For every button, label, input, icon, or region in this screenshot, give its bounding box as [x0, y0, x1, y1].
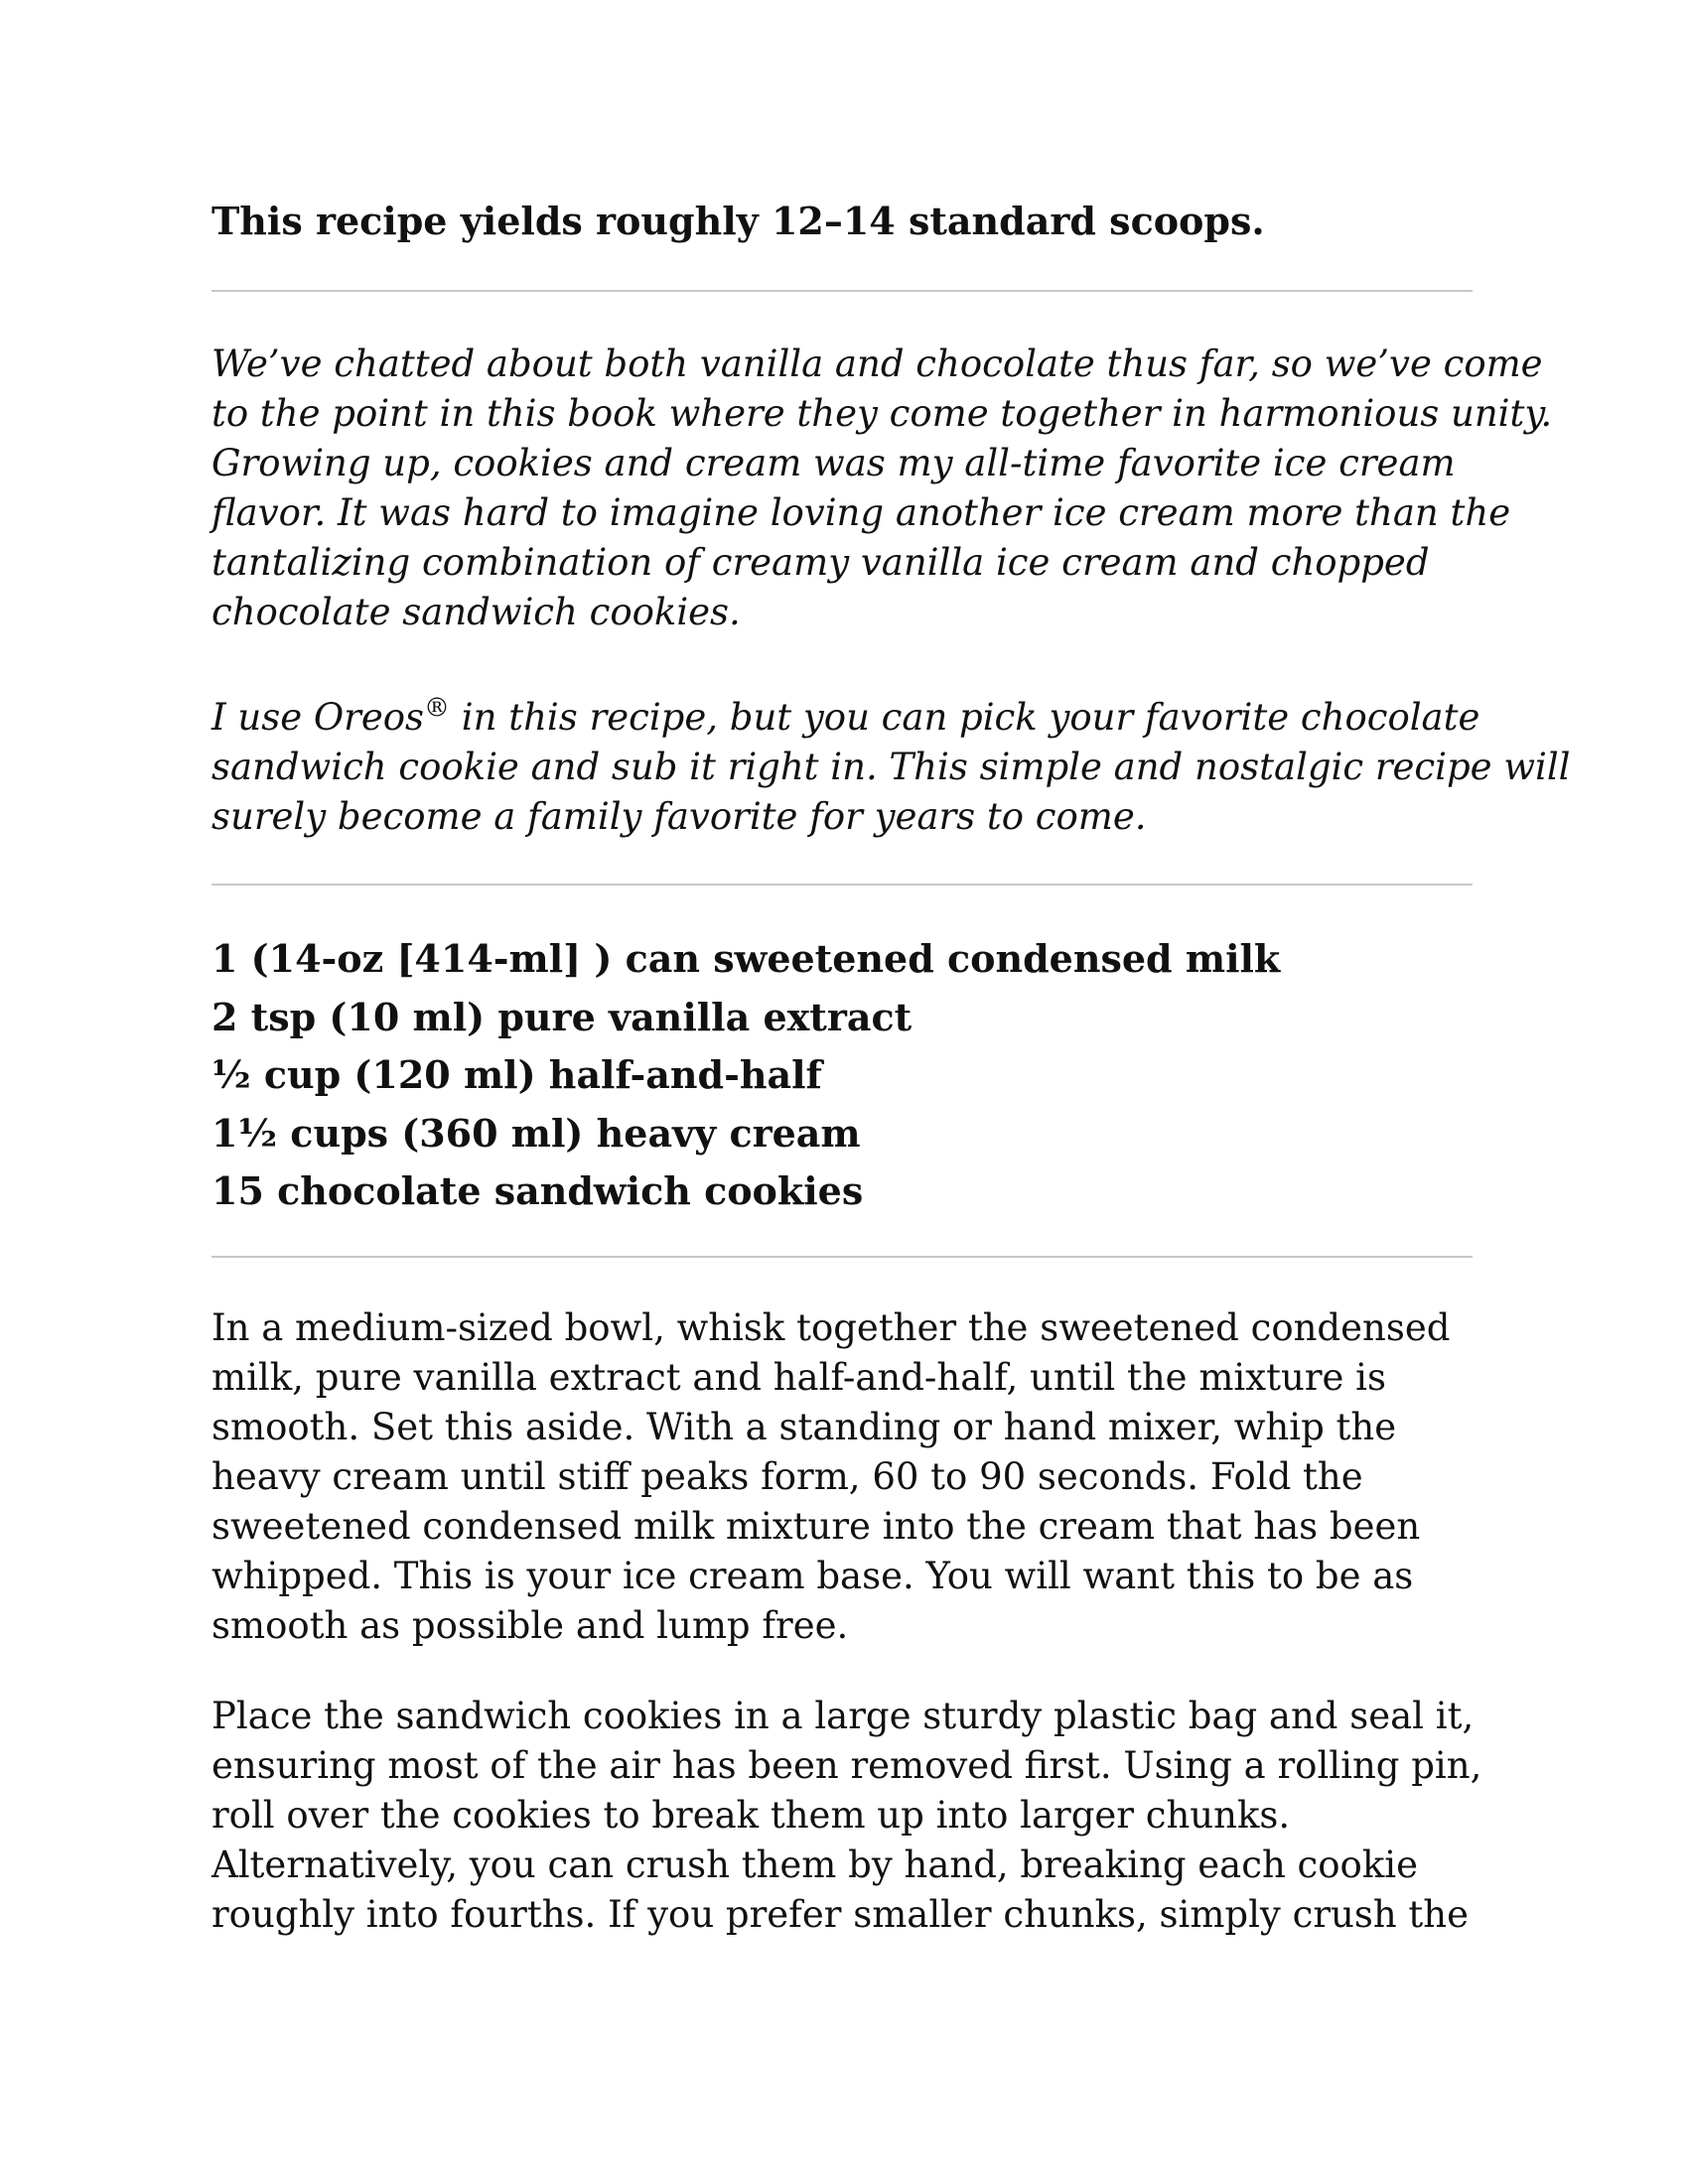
- intro-paragraph-1: [211, 340, 1553, 637]
- ingredient-list: [211, 930, 1473, 1221]
- method-line: smooth as possible and lump free.: [211, 1604, 849, 1647]
- intro-line: Growing up, cookies and cream was my all-time favorite ice cream: [211, 442, 1456, 484]
- intro-line: surely become a family favorite for years to come.: [211, 795, 1147, 838]
- ingredient-item: 2 tsp (10 ml) pure vanilla extract: [211, 994, 913, 1039]
- method-line: Place the sandwich cookies in a large sturdy plastic bag and seal it,: [211, 1695, 1475, 1737]
- method-paragraph-1: [211, 1303, 1473, 1651]
- intro-line: sandwich cookie and sub it right in. This simple and nostalgic recipe will: [211, 746, 1571, 788]
- intro-line: [211, 693, 1480, 743]
- divider-top: [211, 290, 1473, 292]
- divider-middle: [211, 884, 1473, 886]
- intro-line: flavor. It was hard to imagine loving another ice cream more than the: [211, 491, 1511, 534]
- method-line: roughly into fourths. If you prefer smaller chunks, simply crush the: [211, 1893, 1470, 1936]
- ingredient-item: 1 (14-oz [414-ml] ) can sweetened condensed milk: [211, 936, 1281, 981]
- method-line: heavy cream until stiff peaks form, 60 to 90 seconds. Fold the: [211, 1455, 1363, 1498]
- intro-line: to the point in this book where they come together in harmonious unity.: [211, 392, 1553, 435]
- intro-line: chocolate sandwich cookies.: [211, 591, 741, 633]
- ingredient-item: 15 chocolate sandwich cookies: [211, 1168, 864, 1213]
- method-line: sweetened condensed milk mixture into the cream that has been: [211, 1505, 1421, 1548]
- method-line: In a medium-sized bowl, whisk together the sweetened condensed: [211, 1306, 1451, 1349]
- method-line: smooth. Set this aside. With a standing or hand mixer, whip the: [211, 1406, 1397, 1448]
- ingredient-item: ½ cup (120 ml) half-and-half: [211, 1052, 822, 1097]
- intro-text: I use Oreos: [211, 696, 425, 739]
- method-line: milk, pure vanilla extract and half-and-half, until the mixture is: [211, 1356, 1386, 1399]
- intro-line: We’ve chatted about both vanilla and chocolate thus far, so we’ve come: [211, 342, 1543, 385]
- intro-text: in this recipe, but you can pick your favorite chocolate: [450, 696, 1480, 739]
- method-line: whipped. This is your ice cream base. You will want this to be as: [211, 1555, 1414, 1597]
- ingredient-item: 1½ cups (360 ml) heavy cream: [211, 1110, 861, 1156]
- registered-symbol: ®: [424, 693, 451, 724]
- method-paragraph-2: [211, 1692, 1482, 1940]
- method-line: Alternatively, you can crush them by hand, breaking each cookie: [211, 1843, 1418, 1886]
- method-line: roll over the cookies to break them up into larger chunks.: [211, 1794, 1291, 1837]
- intro-paragraph-2: [211, 693, 1571, 842]
- method-line: ensuring most of the air has been removed first. Using a rolling pin,: [211, 1744, 1482, 1787]
- intro-line: tantalizing combination of creamy vanilla ice cream and chopped: [211, 541, 1430, 584]
- yield-heading: This recipe yields roughly 12–14 standard scoops.: [211, 199, 1265, 243]
- divider-bottom: [211, 1256, 1473, 1258]
